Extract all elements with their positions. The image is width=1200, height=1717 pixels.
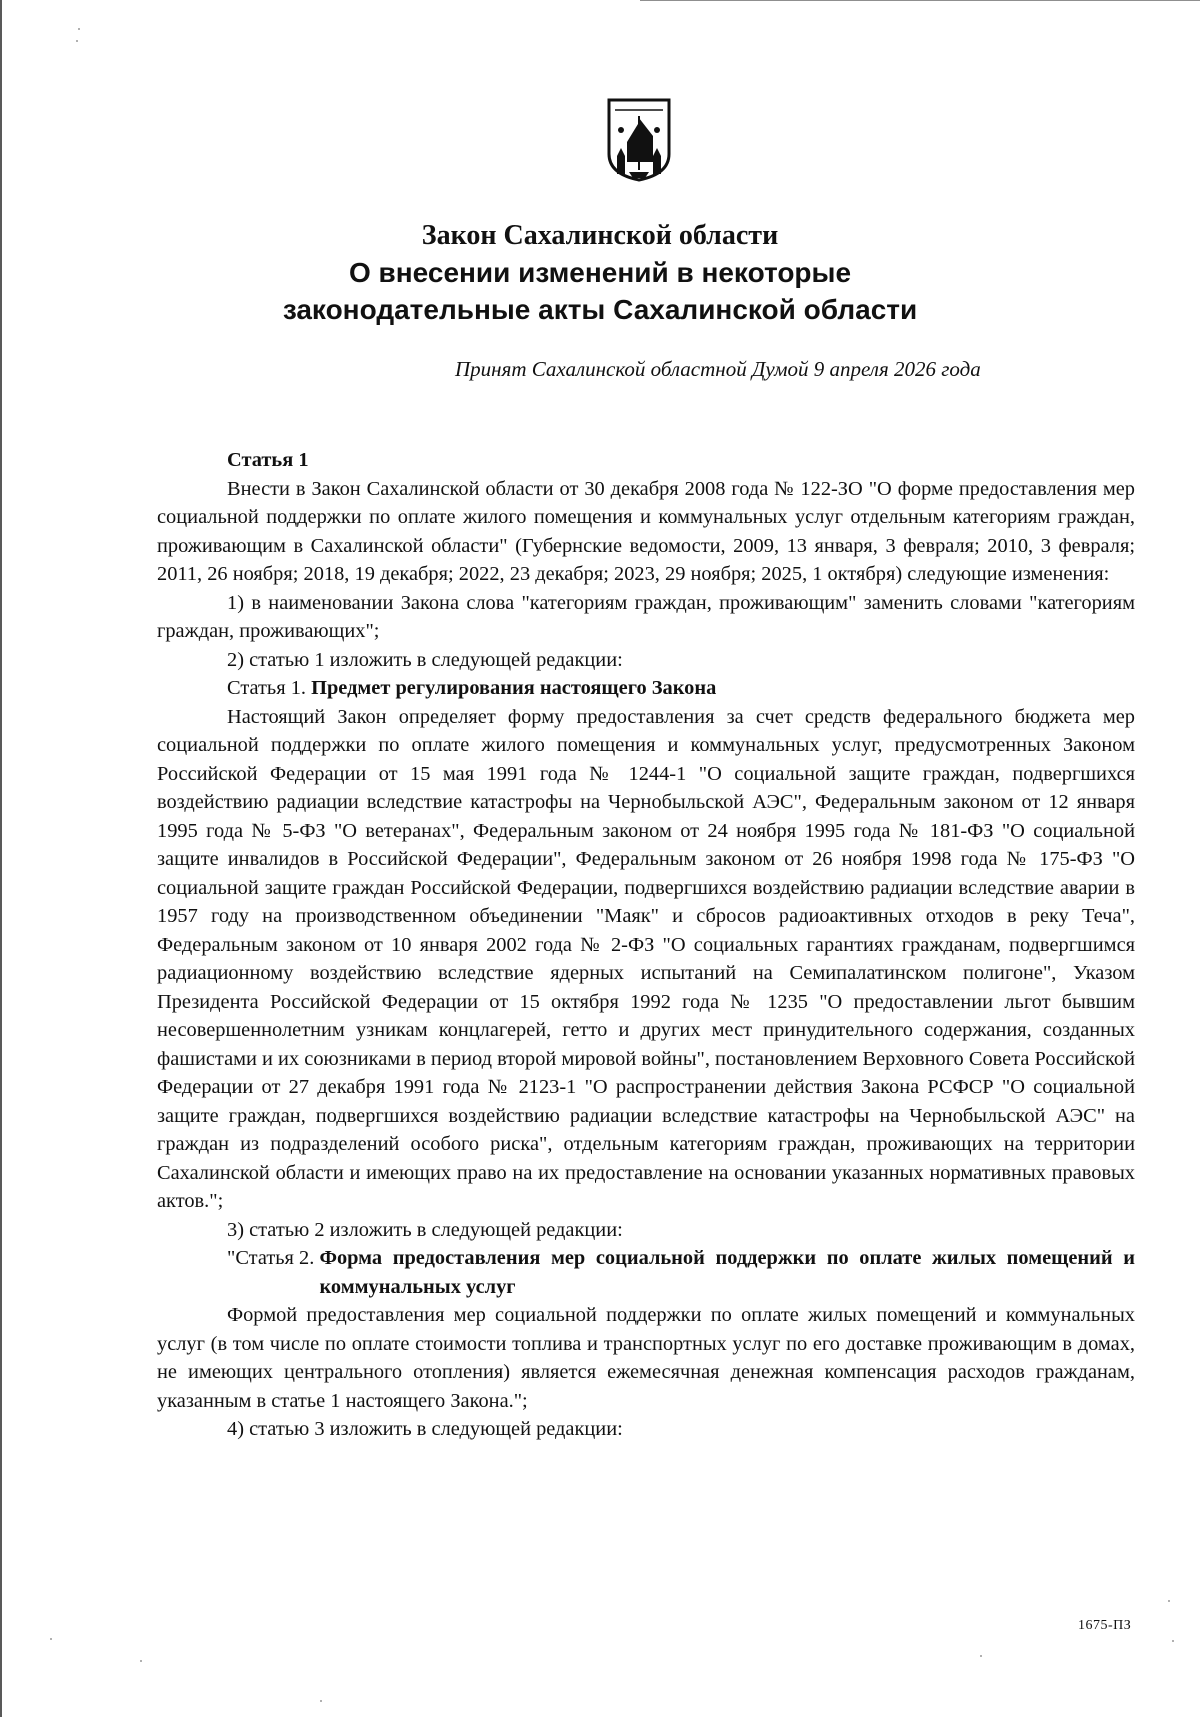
- amendment-item-2: 2) статью 1 изложить в следующей редакции:: [227, 648, 623, 671]
- scan-speck: [320, 1700, 322, 1702]
- scan-speck: [50, 1638, 52, 1640]
- scan-top-edge: [640, 0, 1200, 1]
- amended-article-1-text: Настоящий Закон определяет форму предоставления за счет средств федерального бюджета мер социальной поддержки по оплате жилого помещения и коммунальных услуг, предусмотренных Законом Российской Федерации от 15 мая 1991 года № 1244-1 "О социальной защите граждан, подвергшихся воздействию радиации вследствие катастрофы на Чернобыльской АЭС", Федеральным законом от 12 января 1995 года № 5-ФЗ "О ветеранах", Федеральным законом от 24 ноября 1995 года № 181-ФЗ "О социальной защите инвалидов в Российской Федерации", Федеральным законом от 26 ноября 1998 года № 175-ФЗ "О социальной защите граждан Российской Федерации, подвергшихся воздействию радиации вследствие аварии в 1957 году на производственном объединении "Маяк" и сбросов радиоактивных отходов в реку Теча", Федеральным законом от 10 января 2002 года № 2-ФЗ "О социальных гарантиях гражданам, подвергшимся радиационному воздействию вследствие ядерных испытаний на Семипалатинском полигоне", Указом Президента Российской Федерации от 15 октября 1992 года № 1235 "О предоставлении льгот бывшим несовершеннолетним узникам концлагерей, гетто и других мест принудительного содержания, созданных фашистами и их союзниками в период второй мировой войны", постановлением Верховного Совета Российской Федерации от 27 декабря 1991 года № 2123-1 "О распространении действия Закона РСФСР "О социальной защите граждан, подвергшихся воздействию радиации вследствие катастрофы на Чернобыльской АЭС" на граждан из подразделений особого риска", отдельным категориям граждан, проживающих на территории Сахалинской области и имеющих право на их предоставление на основании указанных нормативных правовых актов.";: [157, 705, 1135, 1212]
- law-body: [157, 446, 1135, 1444]
- amended-article-2-title: Форма предоставления мер социальной поддержки по оплате жилых помещений и коммунальных услуг: [319, 1247, 1135, 1298]
- article-1-heading: Статья 1: [227, 449, 309, 471]
- scan-speck: [76, 40, 78, 42]
- amended-article-1-title: Предмет регулирования настоящего Закона: [311, 677, 717, 699]
- document-code: 1675-ПЗ: [1078, 1618, 1132, 1633]
- amendment-item-3: 3) статью 2 изложить в следующей редакции:: [227, 1218, 623, 1241]
- scan-speck: [1172, 1640, 1174, 1642]
- amended-article-1-heading: [157, 674, 1135, 703]
- amended-article-2-text: Формой предоставления мер социальной поддержки по оплате жилых помещений и коммунальных услуг (в том числе по оплате стоимости топлива и транспортных услуг по его доставке проживающим в домах, не имеющих центрального отопления) является ежемесячная денежная компенсация расходов гражданам, указанным в статье 1 настоящего Закона.";: [157, 1304, 1135, 1412]
- adoption-note: Принят Сахалинской областной Думой 9 апреля 2026 года: [455, 357, 981, 381]
- amendment-item-4: 4) статью 3 изложить в следующей редакции:: [227, 1418, 623, 1440]
- title-line-3: законодательные акты Сахалинской области: [282, 294, 918, 325]
- amended-article-2-prefix: "Статья 2.: [227, 1247, 315, 1269]
- scan-speck: [980, 1655, 982, 1657]
- scan-speck: [78, 28, 80, 30]
- title-line-2: О внесении изменений в некоторые: [348, 257, 852, 288]
- article-1-intro: Внести в Закон Сахалинской области от 30 декабря 2008 года № 122-ЗО "О форме предоставления мер социальной поддержки по оплате жилого помещения и коммунальных услуг отдельным категориям граждан, проживающим в Сахалинской области" (Губернские ведомости, 2009, 13 января, 3 февраля; 2010, 3 февраля; 2011, 26 ноября; 2018, 19 декабря; 2022, 23 декабря; 2023, 29 ноября; 2025, 1 октября) следующие изменения:: [157, 477, 1135, 585]
- coat-of-arms-icon: [605, 96, 673, 182]
- amendment-item-1: 1) в наименовании Закона слова "категориям граждан, проживающим" заменить словами "категориям граждан, проживающих";: [157, 591, 1135, 642]
- scan-speck: [1168, 1600, 1170, 1602]
- scan-left-edge: [0, 0, 2, 1717]
- scan-speck: [140, 1660, 142, 1662]
- law-title: [150, 218, 1050, 328]
- title-line-1: Закон Сахалинской области: [421, 220, 779, 251]
- amended-article-1-prefix: Статья 1.: [227, 677, 306, 699]
- amended-article-2-heading: [157, 1244, 1135, 1301]
